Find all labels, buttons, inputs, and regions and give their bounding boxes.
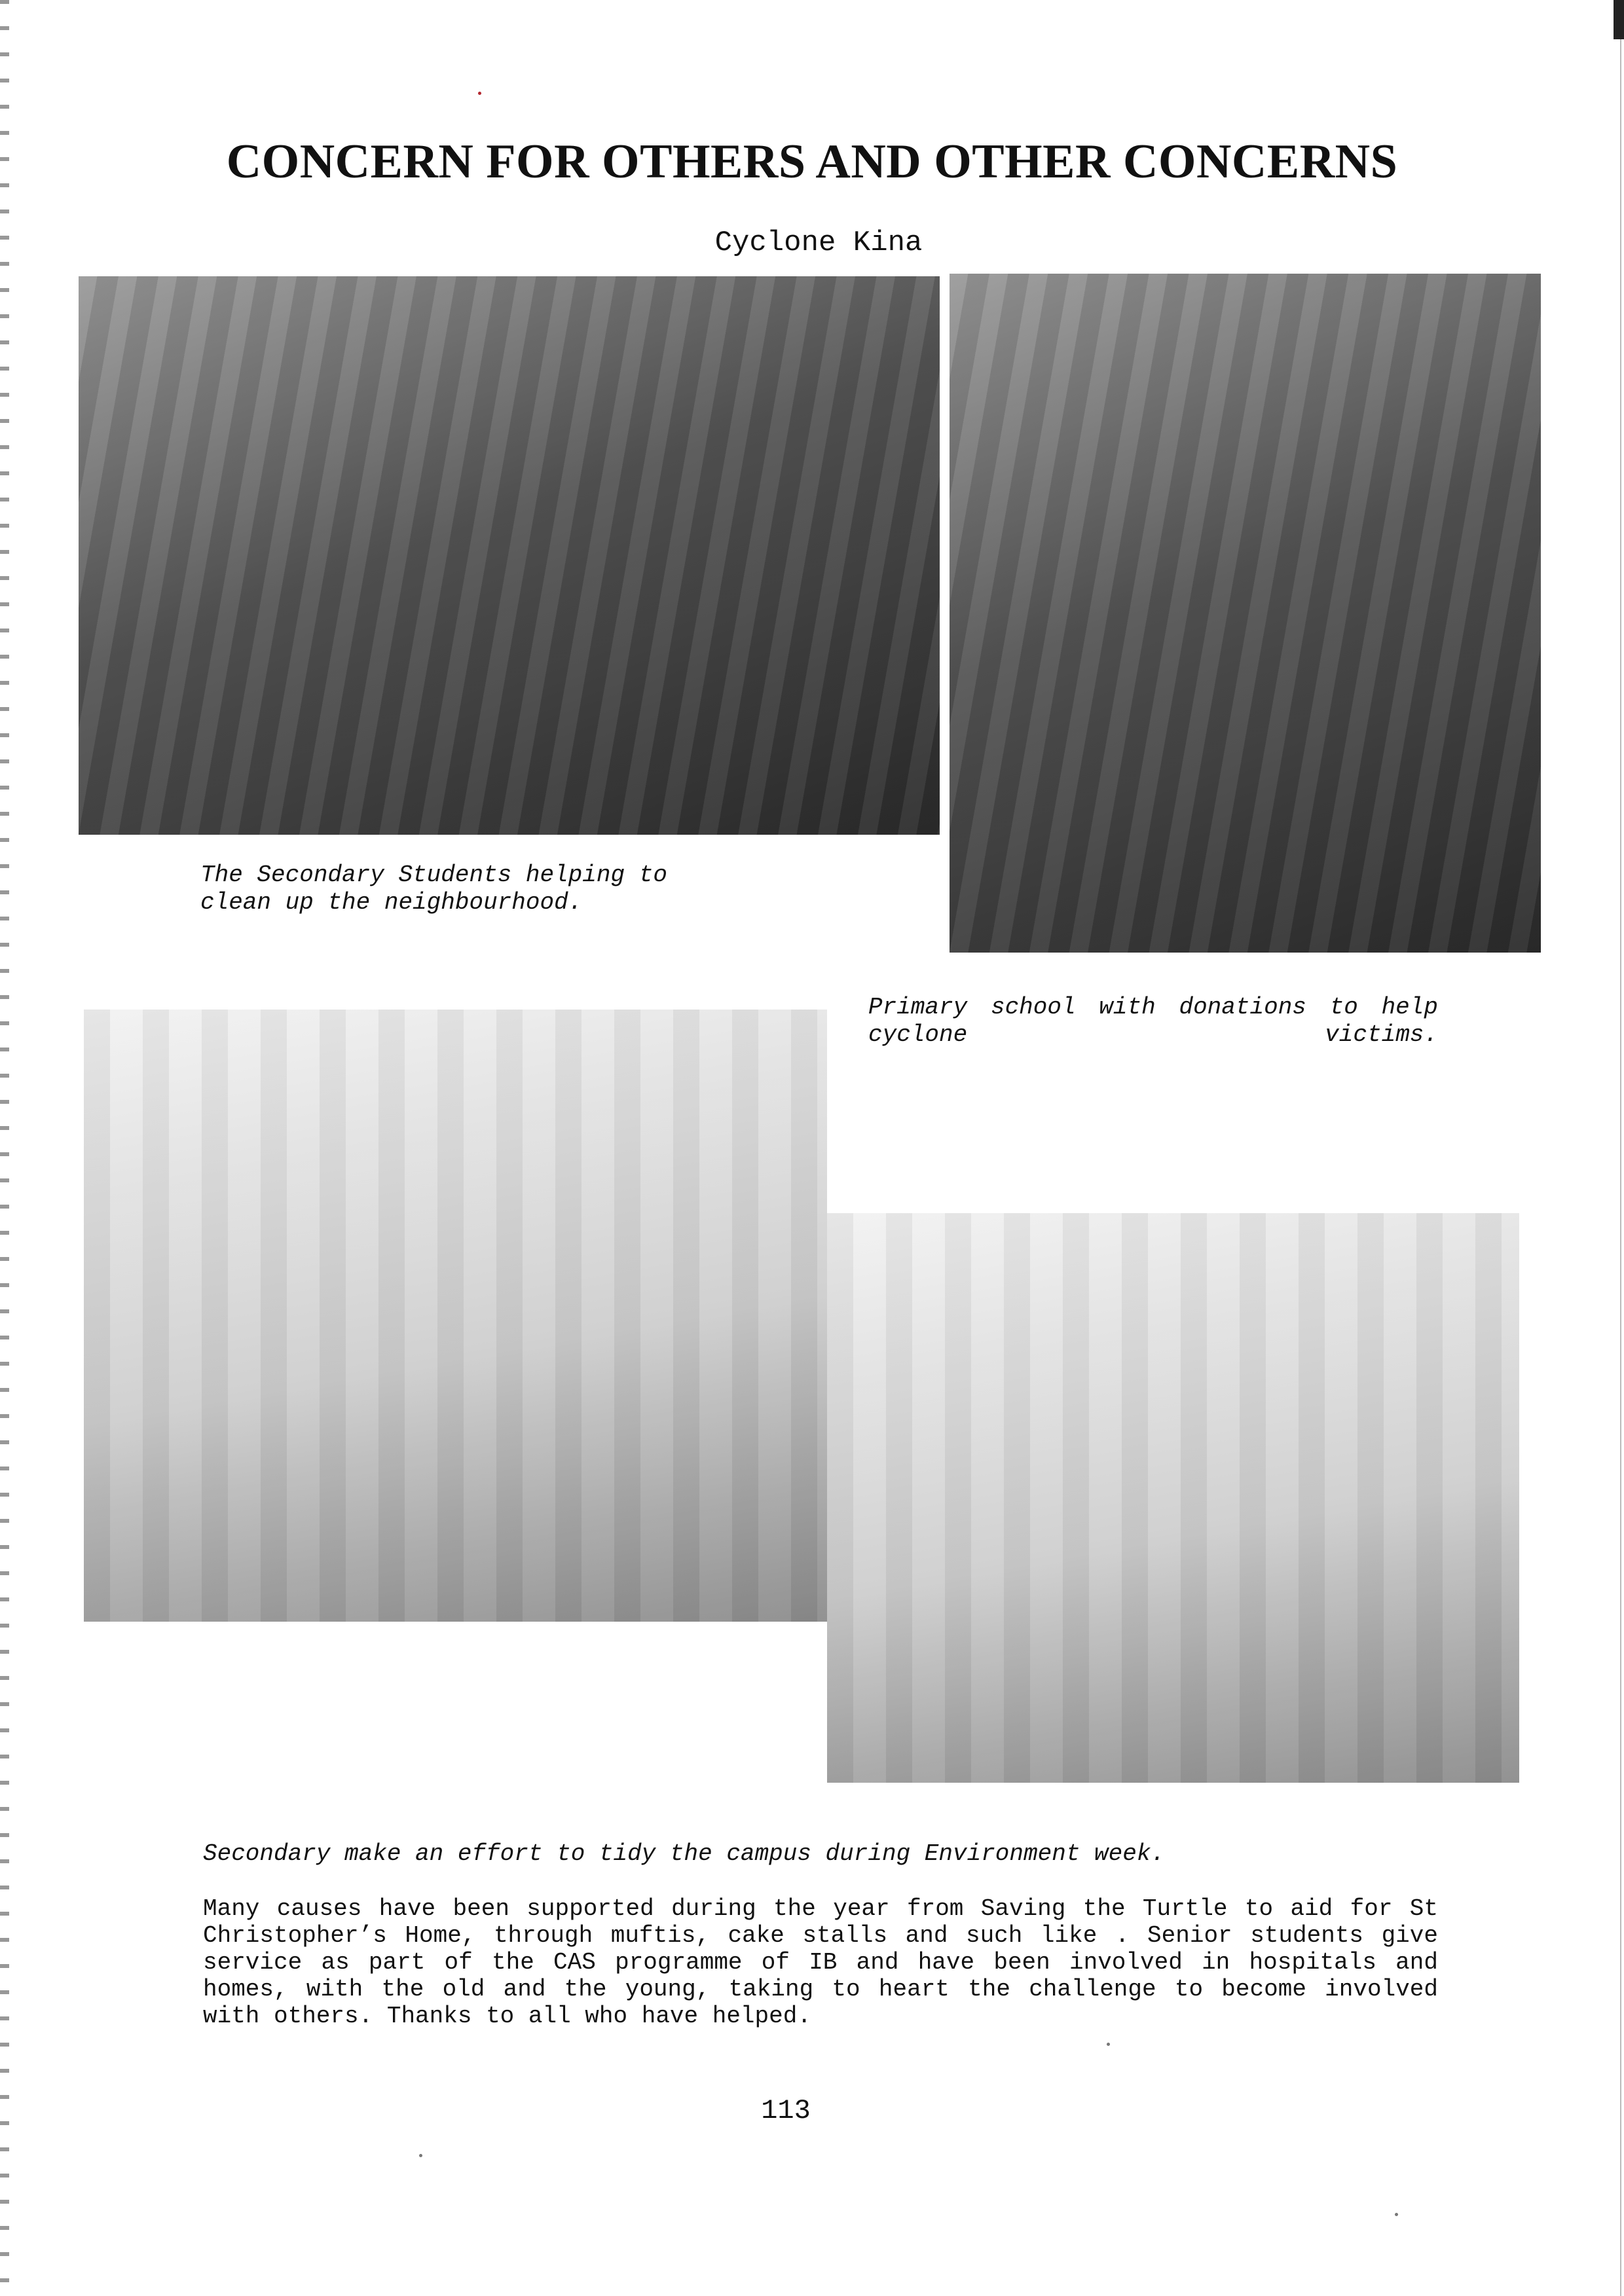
photo-texture: [79, 276, 940, 835]
page-edge: [1620, 0, 1621, 2296]
dust-speck: [419, 2154, 422, 2157]
photo-texture: [84, 1010, 827, 1622]
scan-corner-mark: [1614, 0, 1624, 39]
caption-primary: Primary school with donations to help cyclone victims.: [868, 994, 1438, 1048]
photo-campus: [827, 1213, 1519, 1783]
photo-primary: [950, 274, 1541, 953]
page-subtitle: Cyclone Kina: [714, 227, 923, 259]
caption-truck: The Secondary Students helping to clean up the neighbourhood.: [200, 862, 667, 916]
photo-wheelbarrow: [84, 1010, 827, 1622]
dust-speck: [1395, 2213, 1398, 2216]
body-paragraph: Many causes have been supported during the year from Saving the Turtle to aid for St Christopher’s Home, through muftis, cake stalls and such like . Senior students give service as part of the CAS programme of IB and have been involved in hospitals and homes, with the old and the young, taking to heart the challenge to become involved with others. Thanks to all who have helped.: [203, 1895, 1438, 2030]
page-number: 113: [761, 2095, 811, 2126]
photo-texture: [827, 1213, 1519, 1783]
photo-truck: [79, 276, 940, 835]
ink-speck: [478, 92, 481, 95]
dust-speck: [1107, 2043, 1110, 2046]
spiral-binding-edge: [0, 0, 9, 2296]
caption-environment: Secondary make an effort to tidy the campus during Environment week.: [203, 1840, 1166, 1867]
photo-texture: [950, 274, 1541, 953]
page-title: CONCERN FOR OTHERS AND OTHER CONCERNS: [226, 135, 1398, 189]
